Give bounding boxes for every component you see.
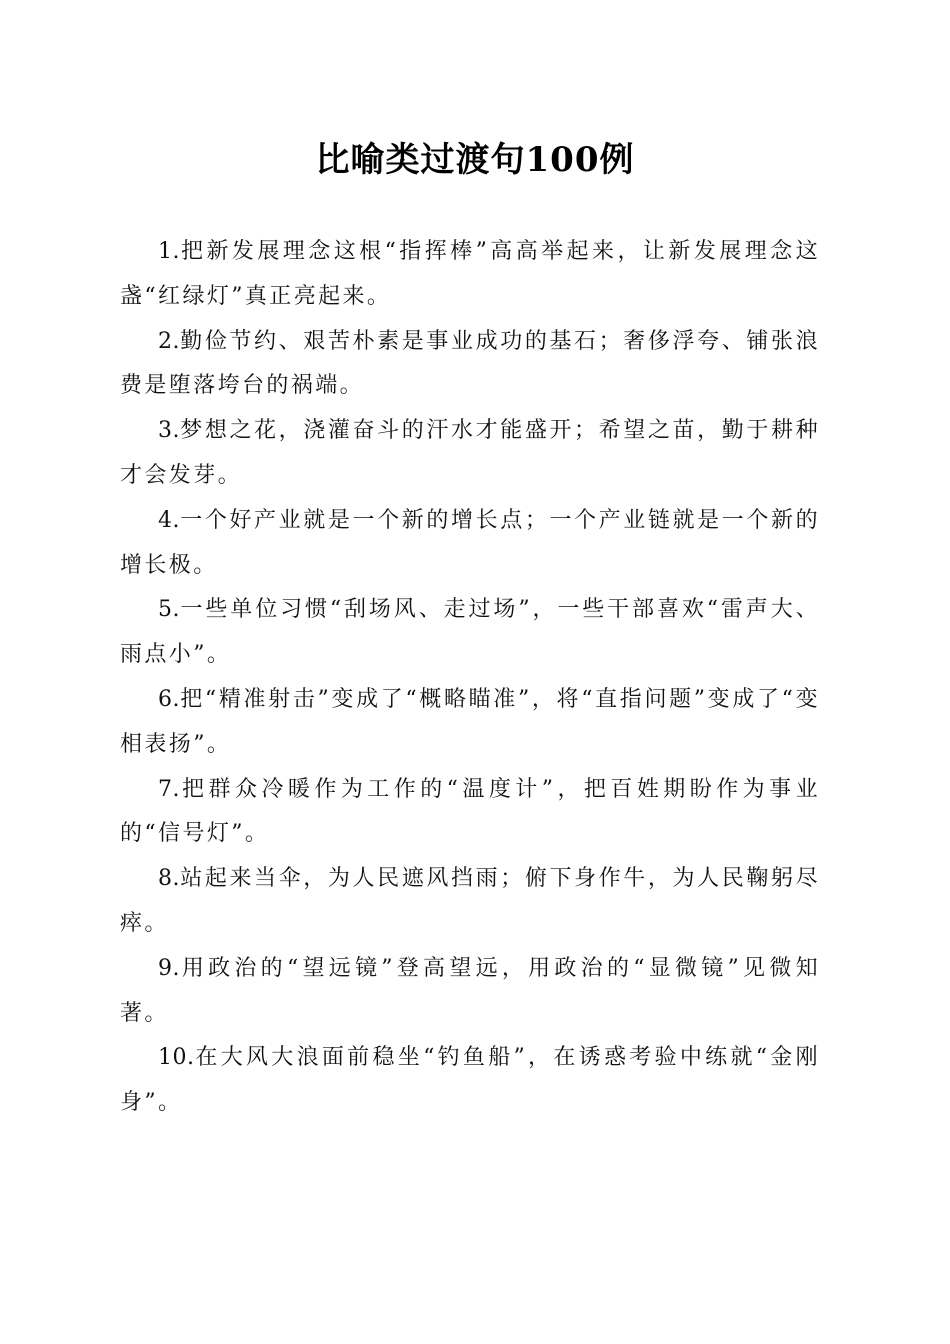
list-item [120, 320, 820, 410]
item-text: 站起来当伞，为人民遮风挡雨；俯下身作牛，为人民鞠躬尽瘁。 [120, 866, 820, 936]
list-item [120, 588, 820, 678]
list-item [120, 678, 820, 768]
item-number: 8. [158, 866, 180, 892]
item-text: 一个好产业就是一个新的增长点；一个产业链就是一个新的增长极。 [120, 507, 820, 578]
list-item [120, 857, 820, 947]
item-number: 10. [158, 1045, 195, 1071]
item-number: 6. [158, 686, 180, 712]
list-item [120, 947, 820, 1037]
item-number: 2. [158, 328, 180, 354]
item-number: 7. [158, 776, 180, 802]
item-text: 把群众冷暖作为工作的“温度计”，把百姓期盼作为事业的“信号灯”。 [120, 776, 820, 847]
item-text: 把“精准射击”变成了“概略瞄准”，将“直指问题”变成了“变相表扬”。 [120, 686, 820, 757]
document-body [120, 230, 820, 1126]
item-text: 在大风大浪面前稳坐“钓鱼船”，在诱惑考验中练就“金刚身”。 [120, 1045, 820, 1116]
item-text: 勤俭节约、艰苦朴素是事业成功的基石；奢侈浮夸、铺张浪费是堕落垮台的祸端。 [120, 328, 820, 399]
list-item [120, 768, 820, 858]
item-number: 9. [158, 955, 180, 981]
item-text: 一些单位习惯“刮场风、走过场”，一些干部喜欢“雷声大、雨点小”。 [120, 597, 820, 668]
item-text: 梦想之花，浇灌奋斗的汗水才能盛开；希望之苗，勤于耕种才会发芽。 [120, 418, 820, 488]
list-item [120, 499, 820, 589]
item-number: 3. [158, 418, 180, 444]
item-text: 把新发展理念这根“指挥棒”高高举起来，让新发展理念这盏“红绿灯”真正亮起来。 [120, 239, 820, 309]
list-item [120, 230, 820, 320]
list-item [120, 1036, 820, 1126]
list-item [120, 409, 820, 499]
document-title: 比喻类过渡句100例 [315, 140, 635, 180]
item-number: 4. [158, 507, 180, 533]
item-number: 1. [158, 239, 180, 264]
item-text: 用政治的“望远镜”登高望远，用政治的“显微镜”见微知著。 [120, 955, 820, 1026]
item-number: 5. [158, 597, 180, 623]
